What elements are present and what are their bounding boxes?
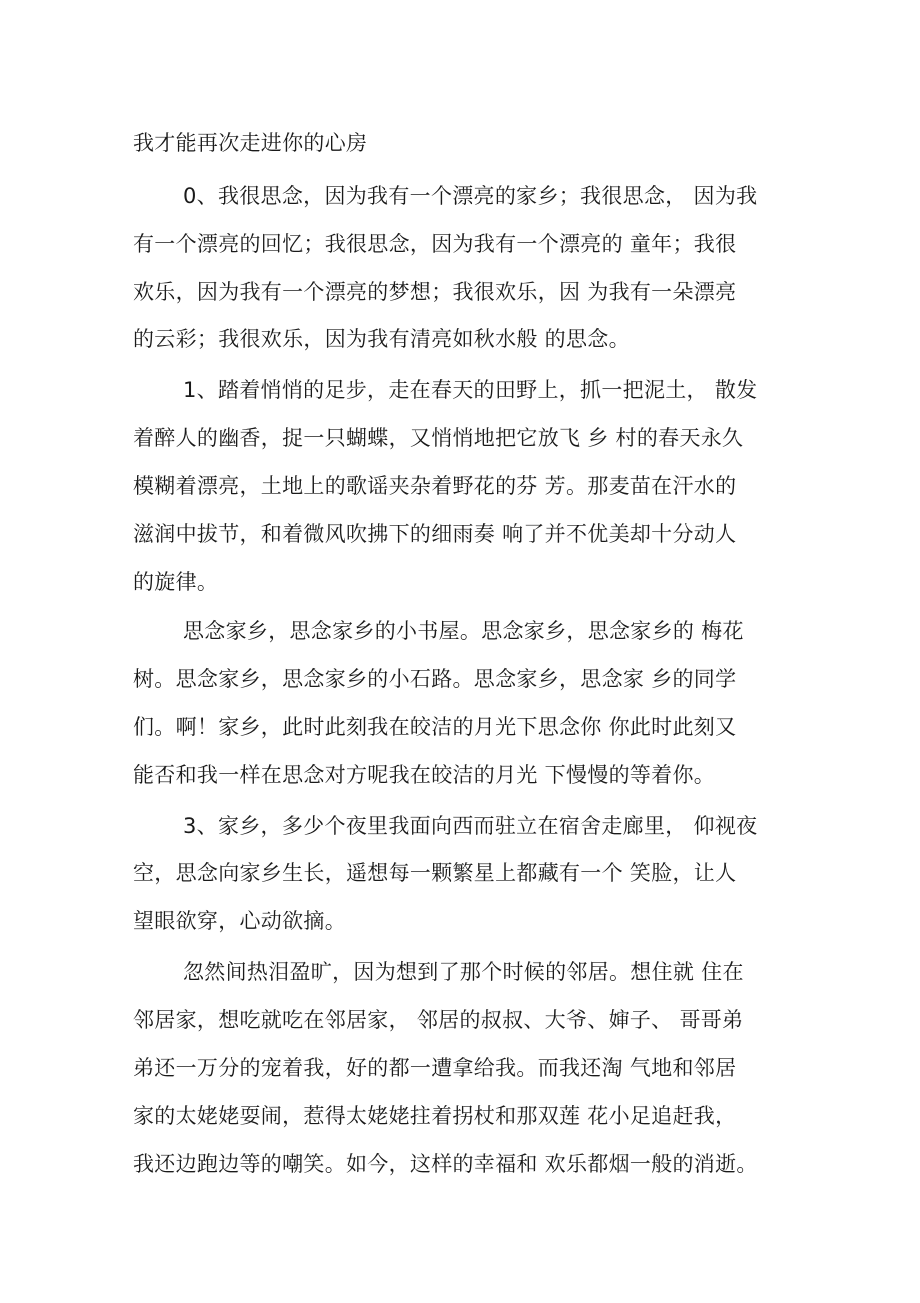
- text-line: 空，思念向家乡生长，遥想每一颗繁星上都藏有一个 笑脸，让人: [133, 861, 737, 885]
- text-line: 弟还一万分的宠着我，好的都一遭拿给我。而我还淘 气地和邻居: [133, 1056, 737, 1080]
- text-line: 欢乐，因为我有一个漂亮的梦想；我很欢乐，因 为我有一朵漂亮: [133, 280, 737, 304]
- text-line: 着醉人的幽香，捉一只蝴蝶，又悄悄地把它放飞 乡 村的春天永久: [133, 426, 744, 450]
- text-line: 我还边跑边等的嘲笑。如今，这样的幸福和 欢乐都烟一般的消逝。: [133, 1152, 758, 1176]
- text-line: 树。思念家乡，思念家乡的小石路。思念家乡，思念家 乡的同学: [133, 667, 737, 691]
- text-line: 0、我很思念，因为我有一个漂亮的家乡；我很思念， 因为我: [183, 184, 758, 208]
- text-line: 忽然间热泪盈旷，因为想到了那个时候的邻居。想住就 住在: [183, 960, 744, 984]
- text-line: 能否和我一样在思念对方呢我在皎洁的月光 下慢慢的等着你。: [133, 763, 716, 787]
- text-line: 邻居家，想吃就吃在邻居家， 邻居的叔叔、大爷、婶子、 哥哥弟: [133, 1008, 744, 1032]
- text-line: 的云彩；我很欢乐，因为我有清亮如秋水般 的思念。: [133, 327, 630, 351]
- text-line: 的旋律。: [133, 570, 219, 594]
- text-line: 模糊着漂亮，土地上的歌谣夹杂着野花的芬 芳。那麦苗在汗水的: [133, 474, 737, 498]
- text-line: 1、踏着悄悄的足步，走在春天的田野上，抓一把泥土， 散发: [183, 378, 758, 402]
- text-line: 望眼欲穿，心动欲摘。: [133, 909, 346, 933]
- text-line: 思念家乡，思念家乡的小书屋。思念家乡，思念家乡的 梅花: [183, 619, 744, 643]
- text-line: 有一个漂亮的回忆；我很思念，因为我有一个漂亮的 童年；我很: [133, 232, 737, 256]
- text-line: 3、家乡，多少个夜里我面向西而驻立在宿舍走廊里， 仰视夜: [183, 814, 758, 838]
- text-line: 我才能再次走进你的心房: [133, 131, 368, 155]
- text-line: 家的太姥姥耍闹，惹得太姥姥拄着拐杖和那双莲 花小足追赶我，: [133, 1104, 737, 1128]
- text-line: 们。啊！家乡，此时此刻我在皎洁的月光下思念你 你此时此刻又: [133, 715, 737, 739]
- text-line: 滋润中拔节，和着微风吹拂下的细雨奏 响了并不优美却十分动人: [133, 522, 737, 546]
